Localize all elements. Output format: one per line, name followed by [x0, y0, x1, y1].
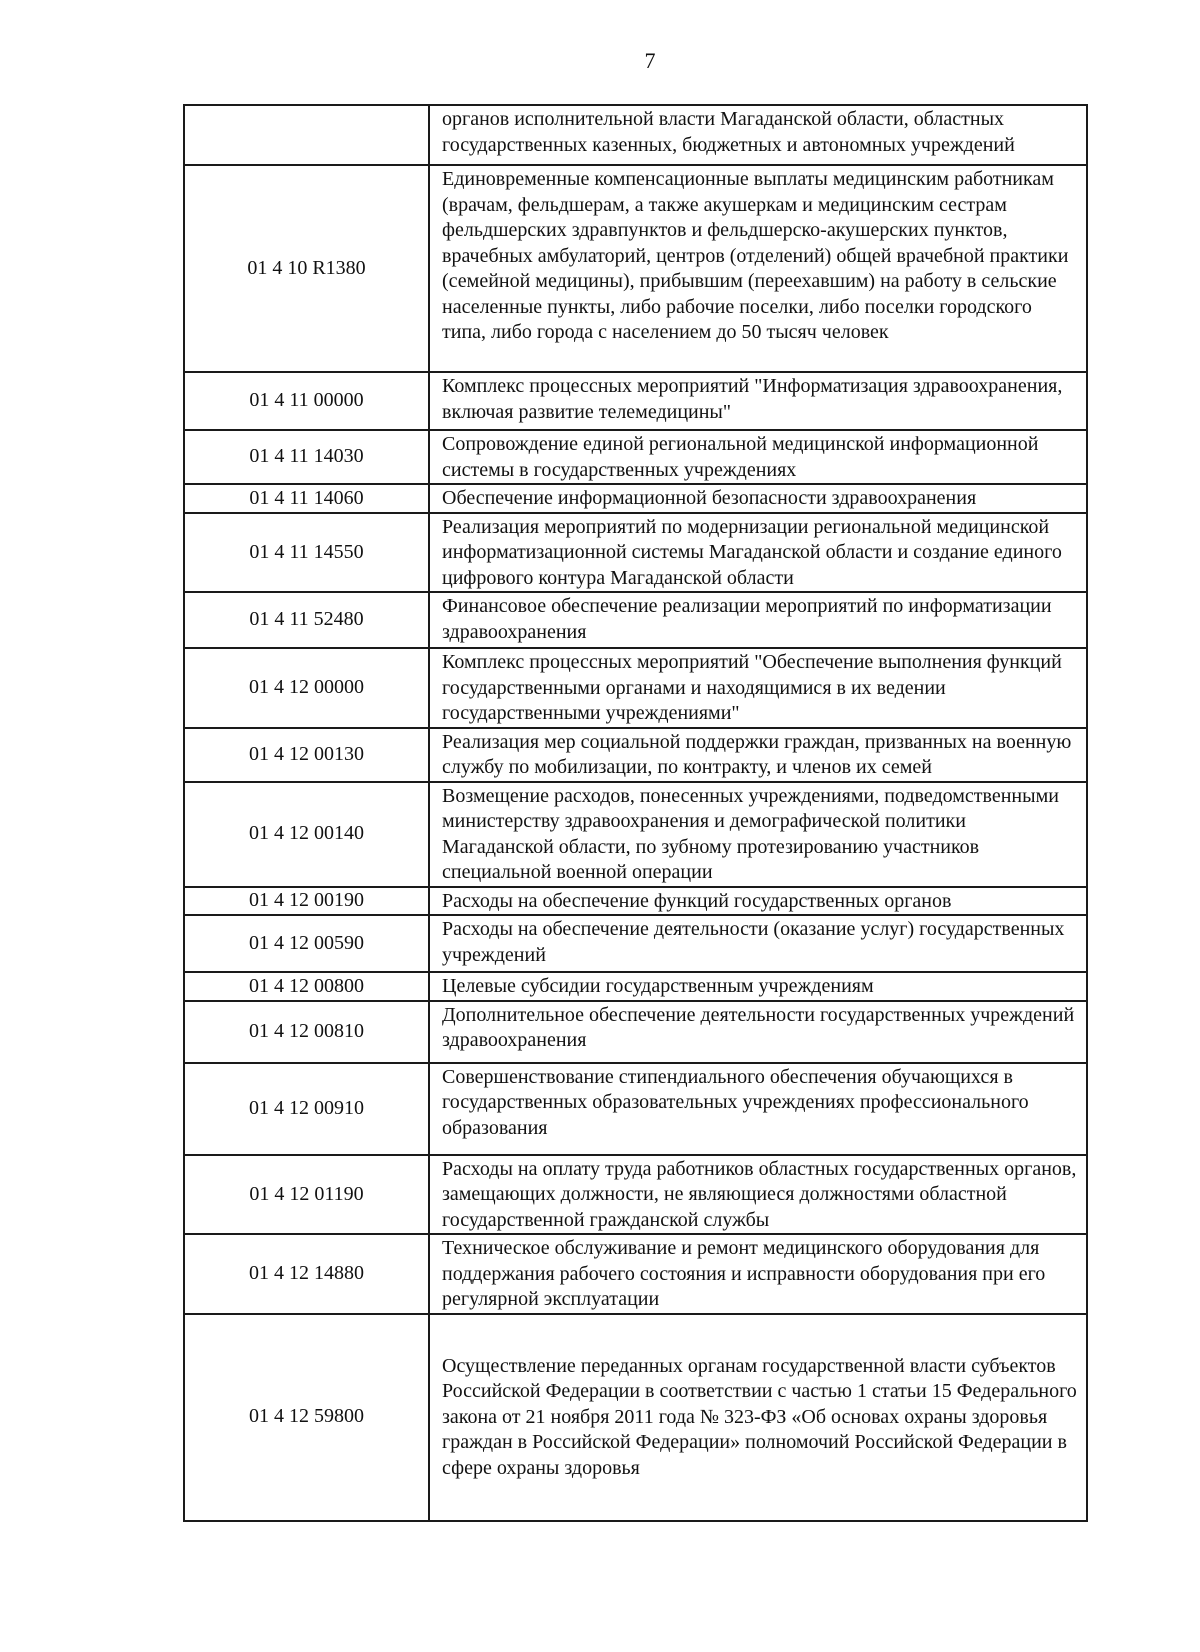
expense-description: Комплекс процессных мероприятий "Информатизация здравоохранения, включая развитие телемедицины"	[429, 372, 1087, 430]
classification-code: 01 4 12 00130	[184, 728, 429, 782]
classification-code: 01 4 10 R1380	[184, 165, 429, 372]
classification-code: 01 4 12 00910	[184, 1063, 429, 1155]
table-row	[184, 887, 1087, 916]
classification-code: 01 4 12 59800	[184, 1314, 429, 1521]
classification-code: 01 4 11 00000	[184, 372, 429, 430]
classification-code: 01 4 12 14880	[184, 1234, 429, 1314]
classification-code: 01 4 12 01190	[184, 1155, 429, 1235]
table-row	[184, 972, 1087, 1001]
classification-code	[184, 105, 429, 165]
table-row	[184, 484, 1087, 513]
classification-code: 01 4 12 00810	[184, 1001, 429, 1063]
expense-description: Возмещение расходов, понесенных учреждениями, подведомственными министерству здравоохранения и демографической политики Магаданской области, по зубному протезированию участников специальной военной операции	[429, 782, 1087, 887]
table-row	[184, 915, 1087, 972]
expense-description: Техническое обслуживание и ремонт медицинского оборудования для поддержания рабочего состояния и исправности оборудования при его регулярной эксплуатации	[429, 1234, 1087, 1314]
classification-code: 01 4 12 00800	[184, 972, 429, 1001]
budget-classification-table	[183, 104, 1088, 1522]
expense-description: Единовременные компенсационные выплаты медицинским работникам (врачам, фельдшерам, а также акушеркам и медицинским сестрам фельдшерских здравпунктов и фельдшерско-акушерских пунктов, врачебных амбулаторий, центров (отделений) общей врачебной практики (семейной медицины), прибывшим (переехавшим) на работу в сельские населенные пункты, либо рабочие поселки, либо поселки городского типа, либо города с населением до 50 тысяч человек	[429, 165, 1087, 372]
expense-description: Расходы на оплату труда работников областных государственных органов, замещающих должности, не являющиеся должностями областной государственной гражданской службы	[429, 1155, 1087, 1235]
table-row	[184, 728, 1087, 782]
expense-description: Расходы на обеспечение деятельности (оказание услуг) государственных учреждений	[429, 915, 1087, 972]
table-row	[184, 782, 1087, 887]
table-body	[184, 105, 1087, 1521]
table-row	[184, 592, 1087, 648]
expense-description: Расходы на обеспечение функций государственных органов	[429, 887, 1087, 916]
expense-description: Финансовое обеспечение реализации мероприятий по информатизации здравоохранения	[429, 592, 1087, 648]
table-row	[184, 1001, 1087, 1063]
expense-description: Обеспечение информационной безопасности здравоохранения	[429, 484, 1087, 513]
classification-code: 01 4 11 14060	[184, 484, 429, 513]
expense-description: Реализация мероприятий по модернизации региональной медицинской информатизационной системы Магаданской области и создание единого цифрового контура Магаданской области	[429, 513, 1087, 593]
classification-code: 01 4 11 52480	[184, 592, 429, 648]
table-row	[184, 1314, 1087, 1521]
table-row	[184, 1063, 1087, 1155]
expense-description: органов исполнительной власти Магаданской области, областных государственных казенных, бюджетных и автономных учреждений	[429, 105, 1087, 165]
table-row	[184, 1234, 1087, 1314]
classification-code: 01 4 11 14030	[184, 430, 429, 484]
table-row	[184, 648, 1087, 728]
expense-description: Комплекс процессных мероприятий "Обеспечение выполнения функций государственными органами и находящимися в их ведении государственными учреждениями"	[429, 648, 1087, 728]
classification-code: 01 4 12 00000	[184, 648, 429, 728]
table-row	[184, 430, 1087, 484]
expense-description: Осуществление переданных органам государственной власти субъектов Российской Федерации в соответствии с частью 1 статьи 15 Федерального закона от 21 ноября 2011 года № 323-ФЗ «Об основах охраны здоровья граждан в Российской Федерации» полномочий Российской Федерации в сфере охраны здоровья	[429, 1314, 1087, 1521]
expense-description: Дополнительное обеспечение деятельности государственных учреждений здравоохранения	[429, 1001, 1087, 1063]
table-row	[184, 513, 1087, 593]
classification-code: 01 4 12 00190	[184, 887, 429, 916]
table-row	[184, 165, 1087, 372]
classification-code: 01 4 11 14550	[184, 513, 429, 593]
page-number: 7	[644, 48, 656, 73]
expense-description: Реализация мер социальной поддержки граждан, призванных на военную службу по мобилизации, по контракту, и членов их семей	[429, 728, 1087, 782]
table-row	[184, 1155, 1087, 1235]
expense-description: Совершенствование стипендиального обеспечения обучающихся в государственных образовательных учреждениях профессионального образования	[429, 1063, 1087, 1155]
table-row	[184, 105, 1087, 165]
expense-description: Целевые субсидии государственным учреждениям	[429, 972, 1087, 1001]
classification-code: 01 4 12 00590	[184, 915, 429, 972]
table-row	[184, 372, 1087, 430]
expense-description: Сопровождение единой региональной медицинской информационной системы в государственных учреждениях	[429, 430, 1087, 484]
classification-code: 01 4 12 00140	[184, 782, 429, 887]
